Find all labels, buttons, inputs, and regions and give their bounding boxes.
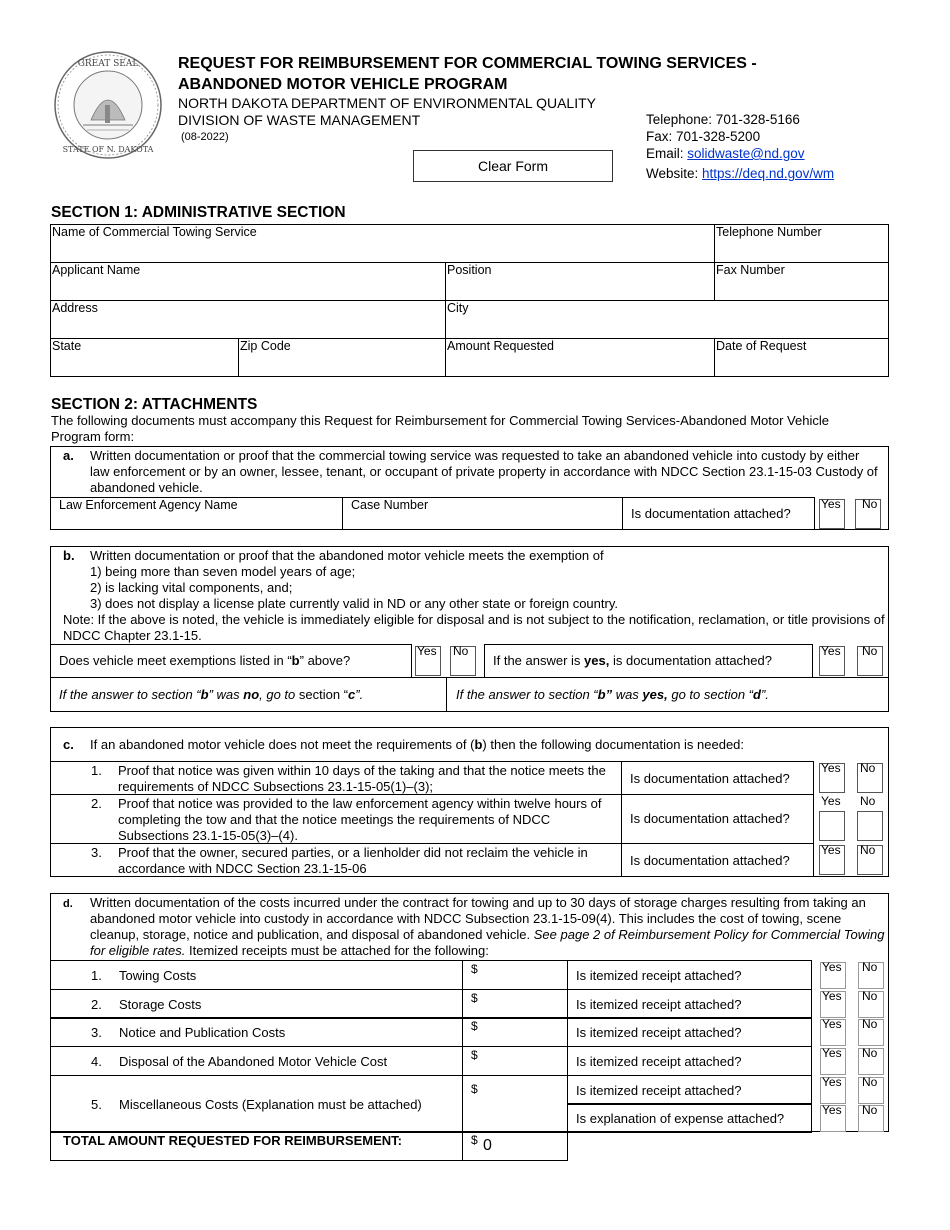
form-number: (08-2022) (181, 131, 229, 143)
section2-intro: The following documents must accompany this Request for Reimbursement for Commercial Towing Services-Abandoned Motor Vehicle Program form: (51, 413, 829, 444)
total-label-cell: TOTAL AMOUNT REQUESTED FOR REIMBURSEMENT: (50, 1131, 463, 1161)
c-item1-question-cell: Is documentation attached? (621, 761, 814, 795)
cost-question-cell: Is itemized receipt attached? (567, 1075, 812, 1105)
section-c-box: c. If an abandoned motor vehicle does not meet the requirements of (b) then the following documentation is needed: 1. Proof that notice was given within 10 days of the taking and that the notice meets the requirements of NDCC Subsections 23.1-15-05(1)–(3); Is documentation attached? Yes No 2. Proof that notice was provided to the law enforcement agency within twelve hours of completing the tow and that the notice meetings the requirements of NDCC Subsections 23.1-15-05(3)–(4). Is documentation attached? Yes No 3. Proof that the owner, secured parties, or a lienholder did not reclaim the vehicle in accordance with NDCC Section 23.1-15-06 Is documentation attached? Yes No (50, 727, 889, 877)
section-b-item2: 2) is lacking vital components, and; (90, 580, 293, 595)
section-b-item1: 1) being more than seven model years of age; (90, 564, 356, 579)
fax-contact: Fax: 701-328-5200 (646, 129, 761, 144)
case-number-field[interactable]: Case Number (342, 497, 623, 530)
c-item2-text-cell: 2. Proof that notice was provided to the law enforcement agency within twelve hours of completing the tow and that the notice meetings the requirements of NDCC Subsections 23.1-15-05(3)–(4). (50, 794, 622, 844)
section1-table (50, 224, 889, 377)
cost-question-cell: Is itemized receipt attached? (567, 1017, 812, 1047)
c-item1-text-cell: 1. Proof that notice was given within 10 days of the taking and that the notice meets the requirements of NDCC Subsections 23.1-15-05(1)–(3); (50, 761, 622, 795)
cost-question-cell: Is itemized receipt attached? (567, 1046, 812, 1076)
section1-heading: SECTION 1: ADMINISTRATIVE SECTION (51, 204, 346, 221)
svg-text:STATE OF N. DAKOTA: STATE OF N. DAKOTA (62, 145, 154, 154)
section2-heading: SECTION 2: ATTACHMENTS (51, 396, 258, 413)
cost-item-label-cell: 3. Notice and Publication Costs (50, 1017, 463, 1047)
b-go-to-d-cell: If the answer to section “b” was yes, go to section “d”. (446, 677, 889, 712)
amount-requested-field[interactable]: Amount Requested (445, 338, 715, 377)
address-field[interactable]: Address (50, 300, 446, 339)
cost-amount-field[interactable]: $ (462, 1075, 568, 1133)
date-of-request-field[interactable]: Date of Request (714, 338, 889, 377)
applicant-name-field[interactable]: Applicant Name (50, 262, 446, 301)
cost-amount-field[interactable]: $ (462, 1046, 568, 1076)
state-field[interactable]: State (50, 338, 239, 377)
section-b-text: Written documentation or proof that the abandoned motor vehicle meets the exemption of (90, 548, 604, 563)
section-d-letter: d. (63, 898, 73, 910)
section-c-text: If an abandoned motor vehicle does not meet the requirements of (b) then the following documentation is needed: (90, 737, 745, 752)
cost-question-cell: Is itemized receipt attached? (567, 989, 812, 1019)
cost-item-label-cell: 4. Disposal of the Abandoned Motor Vehicle Cost (50, 1046, 463, 1076)
b-go-to-c-cell: If the answer to section “b” was no, go to section “c”. (50, 677, 447, 712)
cost-item-label-cell: 1. Towing Costs (50, 960, 463, 990)
cost-amount-field[interactable]: $ (462, 1017, 568, 1047)
section-a-box: a. Written documentation or proof that the commercial towing service was requested to take an abandoned vehicle into custody by either law enforcement or by an owner, lessee, tenant, or occupant of private property in accordance with NDCC Section 23.1-15-03 Custody of abandoned vehicle. Law Enforcement Agency Name Case Number Is documentation attached? Yes No (50, 446, 889, 530)
agency-name-field[interactable]: Law Enforcement Agency Name (50, 497, 343, 530)
telephone-contact: Telephone: 701-328-5166 (646, 112, 800, 127)
section-c-letter: c. (63, 737, 74, 752)
email-link[interactable]: solidwaste@nd.gov (687, 146, 805, 161)
towing-service-field[interactable]: Name of Commercial Towing Service (50, 224, 715, 263)
section-b-letter: b. (63, 548, 75, 563)
state-seal (53, 50, 163, 160)
fax-field[interactable]: Fax Number (714, 262, 889, 301)
section-b-item3: 3) does not display a license plate currently valid in ND or any other state or foreign country. (90, 596, 618, 611)
form-title-line2: ABANDONED MOTOR VEHICLE PROGRAM (178, 76, 508, 93)
zip-field[interactable]: Zip Code (238, 338, 446, 377)
division-name: DIVISION OF WASTE MANAGEMENT (178, 112, 421, 128)
c-item2-question-cell: Is documentation attached? (621, 794, 814, 844)
website-contact: Website: https://deq.nd.gov/wm (646, 166, 835, 181)
cost-question-cell: Is itemized receipt attached? (567, 960, 812, 990)
section-a-letter: a. (63, 448, 74, 463)
form-title-line1: REQUEST FOR REIMBURSEMENT FOR COMMERCIAL TOWING SERVICES - (178, 55, 757, 72)
contact-info (646, 111, 834, 182)
a-doc-question-cell: Is documentation attached? (622, 497, 815, 530)
position-field[interactable]: Position (445, 262, 715, 301)
total-amount-field[interactable]: $ 0 (462, 1131, 568, 1161)
section-d-text: Written documentation of the costs incurred under the contract for towing and up to 30 days of storage charges resulting from taking an abandoned motor vehicle into custody in accordance with NDCC Subsection 23.1-15-09(4). This includes the cost of towing, scene cleanup, storage, notice and publication, and disposal of abandoned vehicle. See page 2 of Reimbursement Policy for Commercial Towing for eligible rates. Itemized receipts must be attached for the following: (90, 895, 885, 958)
c-item3-question-cell: Is documentation attached? (621, 843, 814, 877)
city-field[interactable]: City (445, 300, 889, 339)
section-b-note: Note: If the above is noted, the vehicle is immediately eligible for disposal and is not subject to the notification, reclamation, or title provisions of NDCC Chapter 23.1-15. (63, 612, 885, 643)
agency-name: NORTH DAKOTA DEPARTMENT OF ENVIRONMENTAL QUALITY (178, 95, 596, 111)
b-exemption-question-cell: Does vehicle meet exemptions listed in “b” above? (50, 644, 412, 678)
clear-form-label: Clear Form (477, 158, 548, 174)
section-a-text: Written documentation or proof that the commercial towing service was requested to take an abandoned vehicle into custody by either law enforcement or by an owner, lessee, tenant, or occupant of private property in accordance with NDCC Section 23.1-15-03 Custody of abandoned vehicle. (90, 448, 878, 495)
clear-form-button[interactable] (413, 150, 613, 182)
website-link[interactable]: https://deq.nd.gov/wm (702, 166, 835, 181)
cost-item-label-cell: 2. Storage Costs (50, 989, 463, 1019)
c-item3-text-cell: 3. Proof that the owner, secured parties, or a lienholder did not reclaim the vehicle in accordance with NDCC Section 23.1-15-06 (50, 843, 622, 877)
cost-amount-field[interactable]: $ (462, 989, 568, 1019)
b-doc-question-cell: If the answer is yes, is documentation attached? (484, 644, 813, 678)
section-b-box: b. Written documentation or proof that the abandoned motor vehicle meets the exemption of 1) being more than seven model years of age; 2) is lacking vital components, and; 3) does not display a license plate currently valid in ND or any other state or foreign country. Note: If the above is noted, the vehicle is immediately eligible for disposal and is not subject to the notification, reclamation, or title provisions of NDCC Chapter 23.1-15. Does vehicle meet exemptions listed in “b” above? Yes No If the answer is yes, is documentation attached? Yes No If the answer to section “b” was no, go to section “c”. If the answer to section “b” was yes, go to section “d”. (50, 546, 889, 712)
cost-item-label-cell: 5. Miscellaneous Costs (Explanation must be attached) (50, 1075, 463, 1133)
cost-amount-field[interactable]: $ (462, 960, 568, 990)
telephone-field[interactable]: Telephone Number (714, 224, 889, 263)
cost-question-cell: Is explanation of expense attached? (567, 1103, 812, 1133)
svg-text:GREAT SEAL: GREAT SEAL (77, 59, 139, 69)
email-contact: Email: solidwaste@nd.gov (646, 146, 805, 161)
total-amount-value: 0 (483, 1137, 492, 1154)
